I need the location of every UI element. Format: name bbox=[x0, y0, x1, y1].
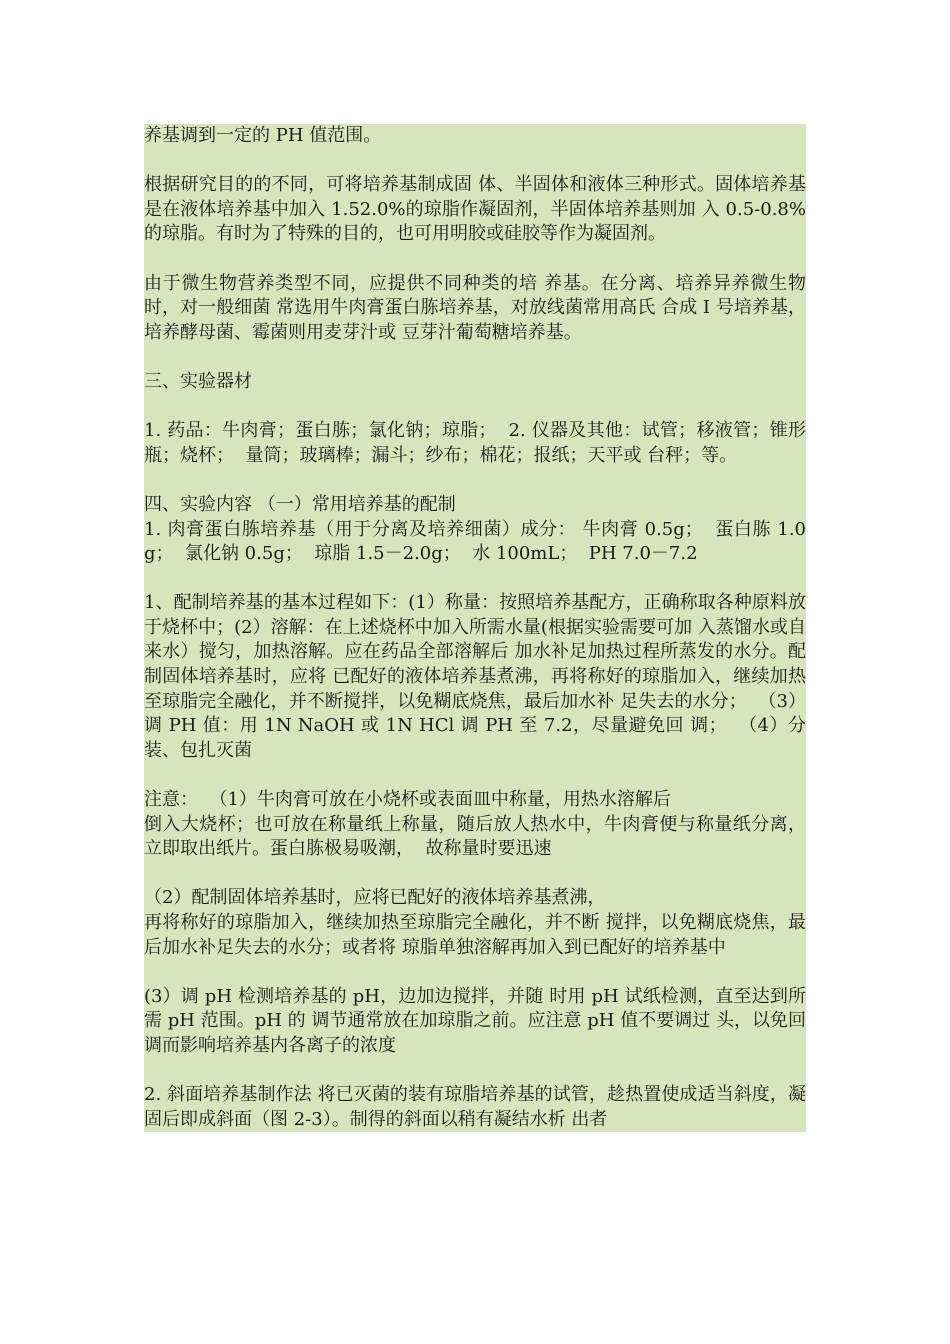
paragraph-gap bbox=[144, 395, 806, 420]
paragraph-gap bbox=[144, 763, 806, 788]
paragraph-note-ph: (3）调 pH 检测培养基的 pH，边加边搅拌，并随 时用 pH 试纸检测，直至达到所需 pH 范围。pH 的 调节通常放在加琼脂之前。应注意 pH 值不要调过 头，以免回调而影响培养基内各离子的浓度 bbox=[144, 985, 806, 1059]
document-body bbox=[144, 124, 812, 1132]
paragraph-gap bbox=[144, 1059, 806, 1084]
paragraph-experiment-content: 四、实验内容 （一）常用培养基的配制 1. 肉膏蛋白胨培养基（用于分离及培养细菌）成分： 牛肉膏 0.5g； 蛋白胨 1.0g； 氯化钠 0.5g； 琼脂 1.5－2.0g； 水 100mL； PH 7.0－7.2 bbox=[144, 493, 806, 567]
section-heading-materials: 三、实验器材 bbox=[144, 370, 806, 395]
paragraph-note-weighing: 注意： （1）牛肉膏可放在小烧杯或表面皿中称量，用热水溶解后 倒入大烧杯；也可放在称量纸上称量，随后放人热水中，牛肉膏便与称量纸分离，立即取出纸片。蛋白胨极易吸潮， 故称量时要迅速 bbox=[144, 788, 806, 862]
paragraph-gap bbox=[144, 247, 806, 272]
paragraph-slant-medium: 2. 斜面培养基制作法 将已灭菌的装有琼脂培养基的试管，趁热置使成适当斜度，凝固后即成斜面（图 2-3）。制得的斜面以稍有凝结水析 出者 bbox=[144, 1083, 806, 1132]
paragraph-note-solid-medium: （2）配制固体培养基时，应将已配好的液体培养基煮沸， 再将称好的琼脂加入，继续加热至琼脂完全融化，并不断 搅拌，以免糊底烧焦，最后加水补足失去的水分；或者将 琼脂单独溶解再加入到已配好的培养基中 bbox=[144, 886, 806, 960]
paragraph-gap bbox=[144, 960, 806, 985]
paragraph-gap bbox=[144, 345, 806, 370]
paragraph-ph-range: 养基调到一定的 PH 值范围。 bbox=[144, 124, 806, 149]
paragraph-materials-list: 1. 药品：牛肉膏；蛋白胨；氯化钠；琼脂； 2. 仪器及其他：试管；移液管；锥形瓶；烧杯； 量筒；玻璃棒；漏斗；纱布；棉花；报纸；天平或 台秤；等。 bbox=[144, 419, 806, 468]
paragraph-preparation-process: 1、配制培养基的基本过程如下：(1）称量：按照培养基配方，正确称取各种原料放于烧杯中；(2）溶解：在上述烧杯中加入所需水量(根据实验需要可加 入蒸馏水或自来水）搅匀，加热溶解。应在药品全部溶解后 加水补足加热过程所蒸发的水分。配制固体培养基时，应将 已配好的液体培养基煮沸，再将称好的琼脂加入，继续加热 至琼脂完全融化，并不断搅拌，以免糊底烧焦，最后加水补 足失去的水分； （3）调 PH 值：用 1N NaOH 或 1N HCl 调 PH 至 7.2，尽量避免回 调； （4）分装、包扎灭菌 bbox=[144, 591, 806, 763]
paragraph-gap bbox=[144, 149, 806, 174]
paragraph-medium-types: 由于微生物营养类型不同，应提供不同种类的培 养基。在分离、培养异养微生物时，对一般细菌 常选用牛肉膏蛋白胨培养基，对放线菌常用高氏 合成 I 号培养基，培养酵母菌、霉菌则用麦芽汁或 豆芽汁葡萄糖培养基。 bbox=[144, 272, 806, 346]
paragraph-gap bbox=[144, 862, 806, 887]
paragraph-gap bbox=[144, 567, 806, 592]
paragraph-medium-forms: 根据研究目的的不同，可将培养基制成固 体、半固体和液体三种形式。固体培养基是在液体培养基中加入 1.52.0%的琼脂作凝固剂，半固体培养基则加 入 0.5-0.8%的琼脂。有时为了特殊的目的，也可用明胶或硅胶等作为凝固剂。 bbox=[144, 173, 806, 247]
paragraph-gap bbox=[144, 468, 806, 493]
